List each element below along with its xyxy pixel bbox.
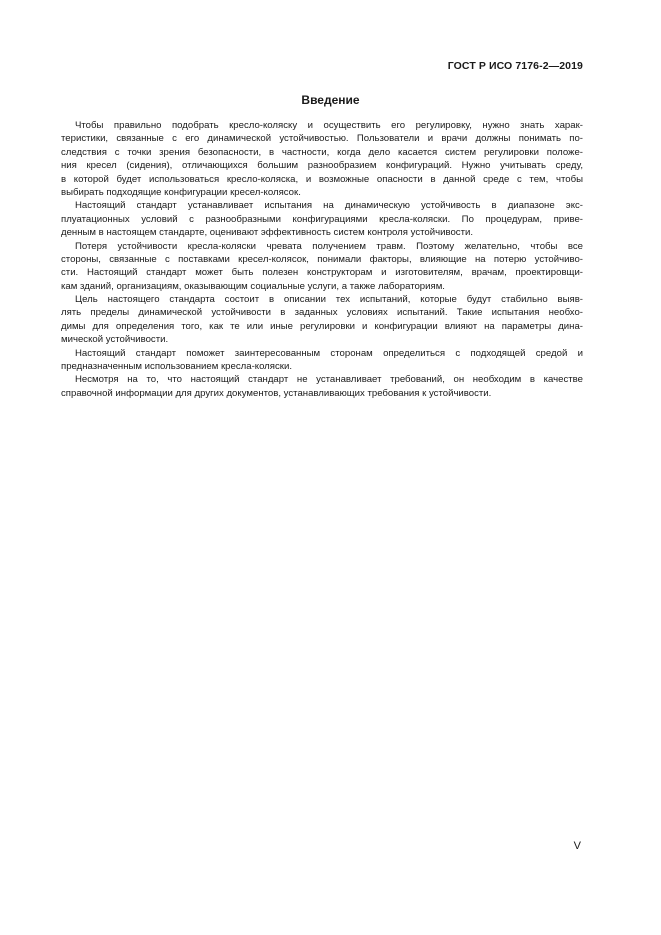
- paragraph-5: [61, 347, 583, 374]
- text-line: теристики, связанные с его динамической устойчивостью. Пользователи и врачи должны понимать по-: [61, 133, 583, 145]
- text-line: стороны, связанные с поставками кресел-колясок, понимали факторы, влияющие на потерю устойчиво-: [61, 253, 583, 265]
- text-line: Потеря устойчивости кресла-коляски чревата получением травм. Поэтому желательно, чтобы все: [75, 240, 583, 252]
- page-number: V: [573, 840, 581, 852]
- paragraph-3: [61, 240, 583, 294]
- text-line: Несмотря на то, что настоящий стандарт не устанавливает требований, он необходим в качестве: [75, 374, 583, 386]
- paragraph-4: [61, 293, 583, 347]
- text-line: денным в настоящем стандарте, оценивают эффективность систем контроля устойчивости.: [61, 227, 474, 239]
- paragraph-6: [61, 373, 583, 400]
- document-body: [61, 119, 583, 400]
- text-line: Цель настоящего стандарта состоит в описании тех испытаний, которые будут стабильно выяв-: [75, 294, 583, 306]
- text-line: ния кресел (сидения), отличающихся большим разнообразием конфигураций. Нужно учитывать среду,: [61, 160, 583, 172]
- text-line: выбирать подходящие конфигурации кресел-колясок.: [61, 186, 301, 198]
- paragraph-1: [61, 119, 583, 199]
- page-title: Введение: [301, 93, 360, 107]
- text-line: мической устойчивости.: [61, 334, 169, 346]
- text-line: Настоящий стандарт поможет заинтересованным сторонам определиться с подходящей средой и: [75, 347, 583, 359]
- text-line: сти. Настоящий стандарт может быть полезен конструкторам и изготовителям, врачам, проектировщи-: [61, 267, 583, 279]
- document-code: ГОСТ Р ИСО 7176-2—2019: [447, 60, 583, 72]
- text-line: справочной информации для других документов, устанавливающих требования к устойчивости.: [61, 387, 492, 399]
- paragraph-2: [61, 199, 583, 239]
- text-line: кам зданий, организациям, оказывающим социальные услуги, а также лабораториям.: [61, 280, 445, 292]
- text-line: лять пределы динамической устойчивости в заданных условиях испытаний. Такие испытания необхо-: [61, 307, 583, 319]
- text-line: в которой будет использоваться кресло-коляска, и возможные опасности в данной среде с тем, чтобы: [61, 173, 583, 185]
- text-line: димы для определения того, как те или иные регулировки и конфигурации влияют на параметры дина-: [61, 320, 583, 332]
- text-line: следствия с точки зрения безопасности, в частности, когда дело касается систем регулировки положе-: [61, 146, 583, 158]
- text-line: плуатационных условий с разнообразными конфигурациями кресла-коляски. По процедурам, приве-: [61, 213, 583, 225]
- text-line: Настоящий стандарт устанавливает испытания на динамическую устойчивость в диапазоне экс-: [75, 200, 583, 212]
- text-line: предназначенным использованием кресла-коляски.: [61, 361, 292, 373]
- text-line: Чтобы правильно подобрать кресло-коляску и осуществить его регулировку, нужно знать харак-: [75, 120, 583, 131]
